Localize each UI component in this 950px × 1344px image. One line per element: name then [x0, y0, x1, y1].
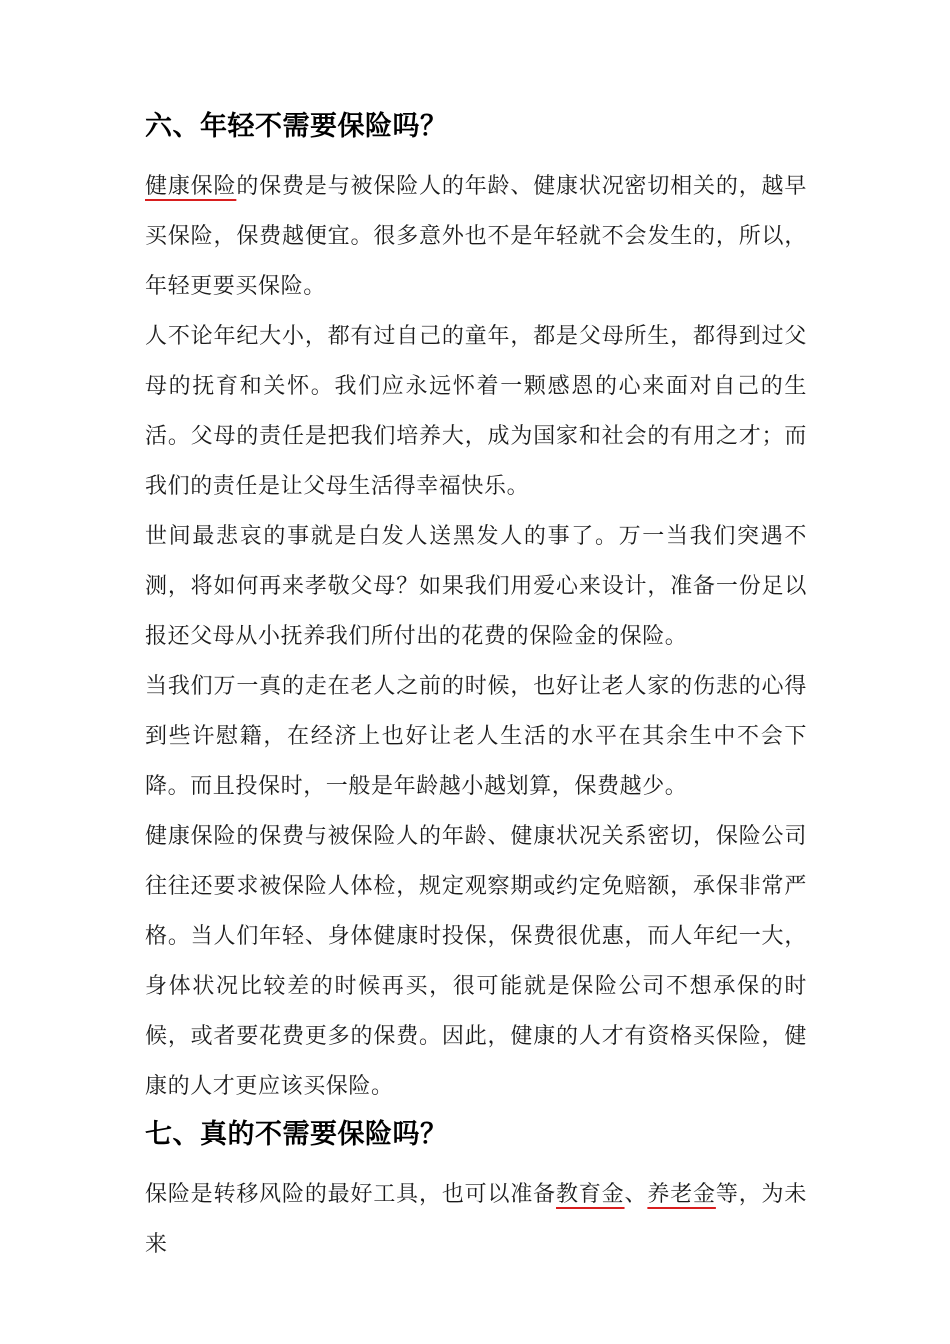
paragraph: 当我们万一真的走在老人之前的时候，也好让老人家的伤悲的心得到些许慰籍，在经济上也好让老人生活的水平在其余生中不会下降。而且投保时，一般是年龄越小越划算，保费越少。	[145, 674, 807, 799]
paragraph-text: 保险是转移风险的最好工具，也可以准备	[145, 1182, 557, 1207]
document-body	[145, 102, 807, 1270]
link-pension-fund[interactable]: 养老金	[647, 1182, 716, 1207]
paragraph-text: 等，为未来	[145, 1182, 807, 1257]
paragraph: 人不论年纪大小，都有过自己的童年，都是父母所生，都得到过父母的抚育和关怀。我们应永远怀着一颗感恩的心来面对自己的生活。父母的责任是把我们培养大，成为国家和社会的有用之才；而我们的责任是让父母生活得幸福快乐。	[145, 324, 807, 499]
paragraph	[145, 1170, 807, 1270]
paragraph-text: 的保费是与被保险人的年龄、健康状况密切相关的，越早买保险，保费越便宜。很多意外也不是年轻就不会发生的，所以，年轻更要买保险。	[145, 174, 807, 299]
paragraph-text: 、	[624, 1182, 648, 1207]
paragraph: 健康保险的保费与被保险人的年龄、健康状况关系密切，保险公司往往还要求被保险人体检，规定观察期或约定免赔额，承保非常严格。当人们年轻、身体健康时投保，保费很优惠，而人年纪一大，身体状况比较差的时候再买，很可能就是保险公司不想承保的时候，或者要花费更多的保费。因此，健康的人才有资格买保险，健康的人才更应该买保险。	[145, 824, 807, 1099]
link-health-insurance[interactable]: 健康保险	[145, 174, 237, 199]
paragraph	[145, 162, 807, 312]
link-education-fund[interactable]: 教育金	[556, 1182, 625, 1207]
section-heading-6: 六、年轻不需要保险吗？	[145, 111, 448, 142]
paragraph: 世间最悲哀的事就是白发人送黑发人的事了。万一当我们突遇不测，将如何再来孝敬父母？如果我们用爱心来设计，准备一份足以报还父母从小抚养我们所付出的花费的保险金的保险。	[145, 524, 807, 649]
section-heading-7: 七、真的不需要保险吗？	[145, 1119, 448, 1150]
